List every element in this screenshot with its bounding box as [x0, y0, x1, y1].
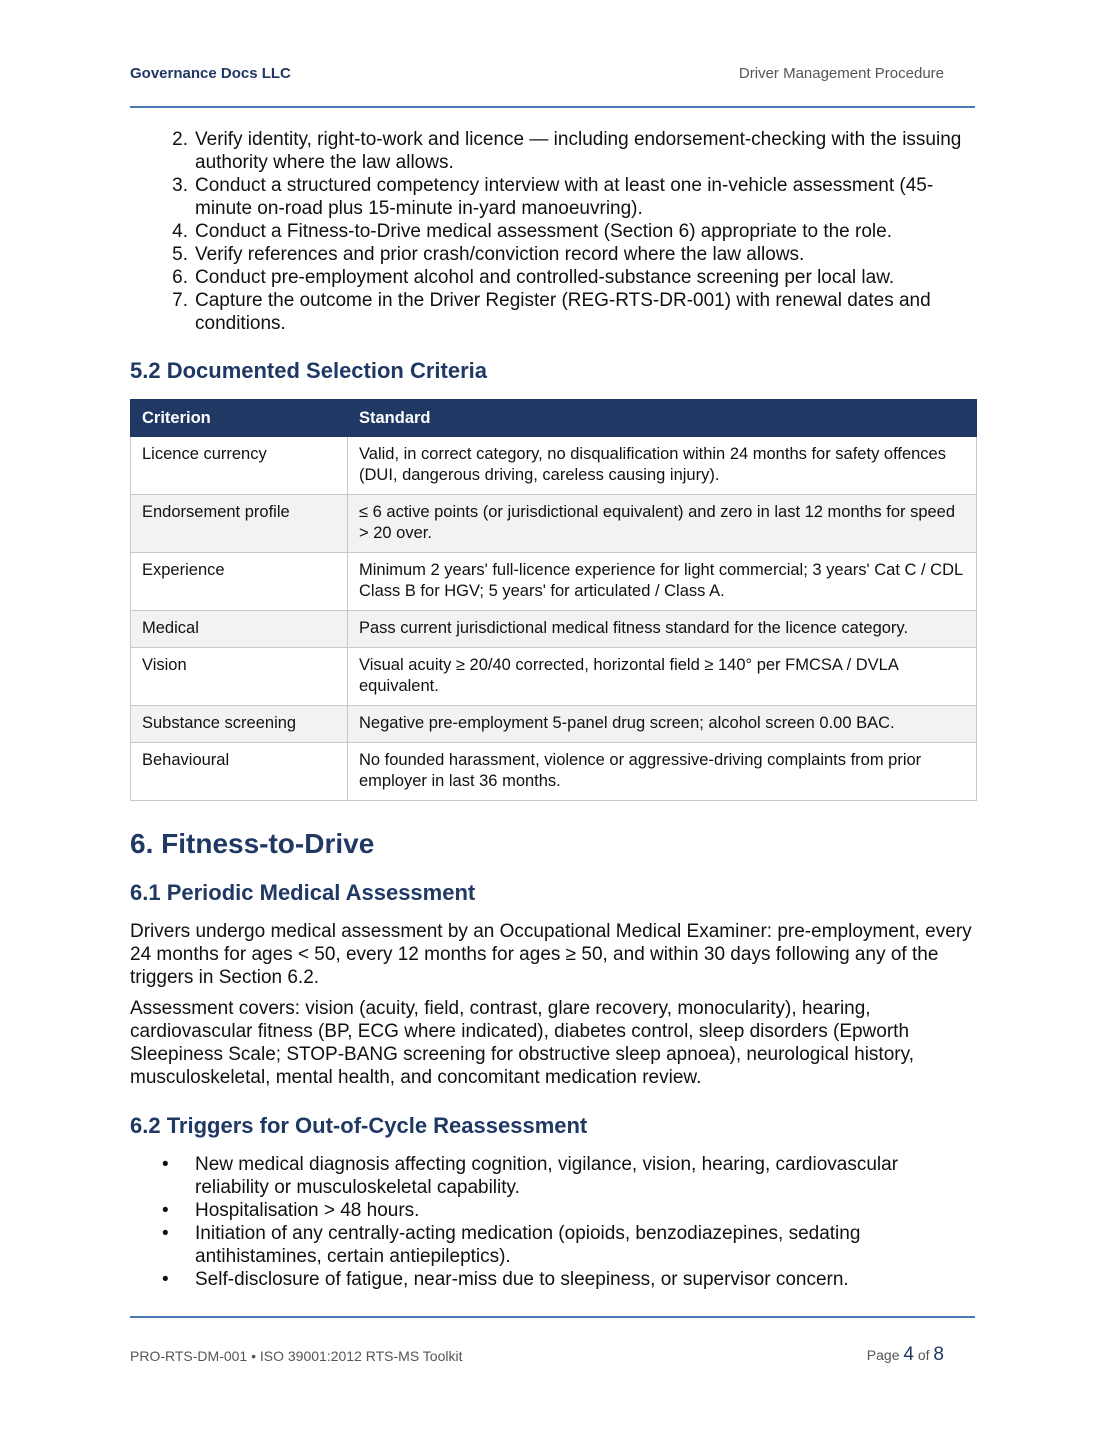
- standard-cell: Pass current jurisdictional medical fitness standard for the licence category.: [348, 611, 977, 648]
- section-heading-5-2: 5.2 Documented Selection Criteria: [130, 358, 487, 383]
- column-header-criterion: Criterion: [131, 400, 348, 437]
- table-header-row: [131, 400, 977, 437]
- list-item: • Self-disclosure of fatigue, near-miss due to sleepiness, or supervisor concern.: [162, 1269, 849, 1290]
- criterion-cell: Substance screening: [131, 706, 348, 743]
- table-row: [131, 648, 977, 706]
- document-title: Driver Management Procedure: [738, 65, 944, 82]
- criterion-cell: Medical: [131, 611, 348, 648]
- page-header: [130, 58, 975, 108]
- list-item: 7. Capture the outcome in the Driver Register (REG-RTS-DR-001) with renewal dates and conditions.: [172, 290, 931, 334]
- section-heading-6: 6. Fitness-to-Drive: [130, 828, 375, 859]
- selection-criteria-table: [130, 399, 977, 801]
- page-footer: [130, 1316, 975, 1368]
- standard-cell: ≤ 6 active points (or jurisdictional equivalent) and zero in last 12 months for speed > 20 over.: [348, 495, 977, 553]
- criterion-cell: Behavioural: [131, 743, 348, 801]
- section-heading-6-1: 6.1 Periodic Medical Assessment: [130, 880, 476, 905]
- bullet: •: [162, 1269, 169, 1290]
- page-content: [130, 128, 975, 1291]
- company-name: Governance Docs LLC: [130, 65, 291, 82]
- table-row: [131, 743, 977, 801]
- list-item: • New medical diagnosis affecting cognition, vigilance, vision, hearing, cardiovascular reliability or musculoskeletal capability.: [162, 1154, 899, 1198]
- table-row: [131, 706, 977, 743]
- list-item: 6. Conduct pre-employment alcohol and controlled-substance screening per local law.: [172, 267, 895, 288]
- criterion-cell: Experience: [131, 553, 348, 611]
- table-row: [131, 437, 977, 495]
- page-indicator: Page 4 of 8: [866, 1344, 944, 1365]
- table-row: [131, 553, 977, 611]
- list-item: 3. Conduct a structured competency interview with at least one in-vehicle assessment (45-minute on-road plus 15-minute in-yard manoeuvring).: [172, 175, 934, 219]
- list-item: 4. Conduct a Fitness-to-Drive medical assessment (Section 6) appropriate to the role.: [172, 221, 892, 242]
- list-item: • Initiation of any centrally-acting medication (opioids, benzodiazepines, sedating antihistamines, certain antiepileptics).: [162, 1223, 861, 1267]
- criterion-cell: Endorsement profile: [131, 495, 348, 553]
- bullet: •: [162, 1200, 169, 1221]
- document-reference: PRO-RTS-DM-001 • ISO 39001:2012 RTS-MS Toolkit: [130, 1348, 463, 1364]
- criterion-cell: Vision: [131, 648, 348, 706]
- selection-steps-list: [130, 128, 975, 335]
- standard-cell: Negative pre-employment 5-panel drug screen; alcohol screen 0.00 BAC.: [348, 706, 977, 743]
- paragraph: Assessment covers: vision (acuity, field, contrast, glare recovery, monocularity), hearing, cardiovascular fitness (BP, ECG where indicated), diabetes control, sleep disorders (Epworth Sleepiness Scale; STOP-BANG screening for obstructive sleep apnoea), neurological history, musculoskeletal, mental health, and concomitant medication review.: [130, 998, 914, 1088]
- list-item: 2. Verify identity, right-to-work and licence — including endorsement-checking with the issuing authority where the law allows.: [172, 129, 962, 173]
- standard-cell: Valid, in correct category, no disqualification within 24 months for safety offences (DUI, dangerous driving, careless causing injury).: [348, 437, 977, 495]
- page-number: 4: [903, 1344, 914, 1365]
- standard-cell: Visual acuity ≥ 20/40 corrected, horizontal field ≥ 140° per FMCSA / DVLA equivalent.: [348, 648, 977, 706]
- list-item: • Hospitalisation > 48 hours.: [162, 1200, 420, 1221]
- standard-cell: Minimum 2 years' full-licence experience for light commercial; 3 years' Cat C / CDL Class B for HGV; 5 years' for articulated / Class A.: [348, 553, 977, 611]
- list-item: 5. Verify references and prior crash/conviction record where the law allows.: [172, 244, 805, 265]
- table-row: [131, 611, 977, 648]
- bullet: •: [162, 1154, 169, 1175]
- column-header-standard: Standard: [348, 400, 977, 437]
- bullet: •: [162, 1223, 169, 1244]
- triggers-list: [130, 1153, 975, 1291]
- total-pages: 8: [933, 1344, 944, 1365]
- paragraph: Drivers undergo medical assessment by an Occupational Medical Examiner: pre-employment, every 24 months for ages < 50, every 12 months for ages ≥ 50, and within 30 days following any of the triggers in Section 6.2.: [130, 921, 972, 988]
- section-heading-6-2: 6.2 Triggers for Out-of-Cycle Reassessment: [130, 1113, 588, 1138]
- table-row: [131, 495, 977, 553]
- standard-cell: No founded harassment, violence or aggressive-driving complaints from prior employer in last 36 months.: [348, 743, 977, 801]
- criterion-cell: Licence currency: [131, 437, 348, 495]
